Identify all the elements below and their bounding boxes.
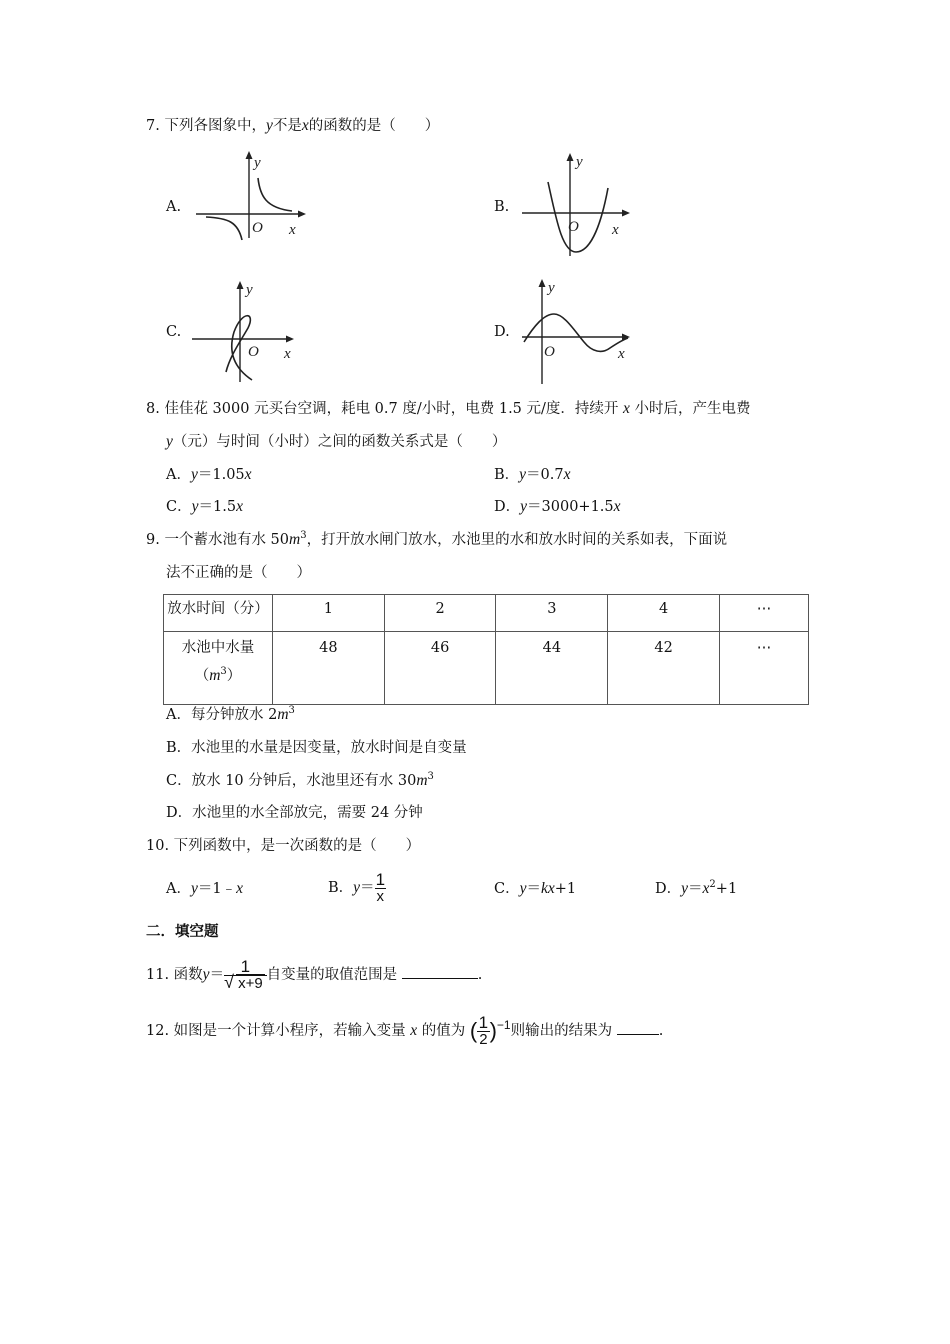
fraction-denominator (224, 975, 267, 992)
q8-option-d-lhs: y (520, 498, 528, 515)
table-cell: 42 (608, 632, 720, 705)
x-axis-arrow-icon (286, 336, 294, 343)
unit-m: m (209, 667, 221, 684)
q10-option-b (328, 868, 386, 908)
q9-option-d: D．水池里的水全部放完，需要 24 分钟 (166, 805, 423, 821)
q9-unit-exp: 3 (300, 530, 307, 542)
q8-line2-text: （元）与时间（小时）之间的函数关系式是（ ） (172, 434, 507, 450)
table-cell: 1 (273, 595, 385, 632)
q10-option-a (166, 879, 243, 899)
q8-option-c-rhs: ＝1.5 (198, 499, 237, 515)
q9-option-a-unit: m (277, 706, 289, 723)
q7-graph-b (518, 148, 638, 260)
q8-option-a-label: A． (166, 467, 191, 483)
q8-option-d-rhs: ＝3000+1.5 (527, 499, 614, 515)
q10-option-c-tail: +1 (554, 881, 577, 897)
q9-table (163, 594, 809, 705)
sine-curve (524, 314, 628, 351)
table-cell: 48 (273, 632, 385, 705)
q10-option-a-label: A． (166, 881, 191, 897)
q10-option-c (494, 879, 576, 899)
curve-branch-1 (258, 178, 292, 211)
q9-stem-line2: 法不正确的是（ ） (166, 565, 311, 581)
axis-x-label: x (618, 346, 625, 362)
q10-option-d-eq: ＝ (688, 881, 703, 897)
table-row1-header: 放水时间（分） (164, 595, 273, 632)
q7-option-d-label: D. (494, 324, 510, 340)
q8-option-b-label: B． (494, 467, 520, 483)
axis-x-label: x (612, 222, 619, 238)
q7-var-x: x (301, 117, 309, 134)
q10-text: 下列函数中，是一次函数的是（ ） (173, 838, 421, 854)
y-axis-arrow-icon (567, 153, 574, 161)
q8-var-y: y (166, 433, 173, 450)
paren-close: ） (226, 668, 242, 684)
q11-number: 11. (146, 967, 170, 983)
q8-option-a-rhs: ＝1.05 (197, 467, 245, 483)
table-row2-header (164, 632, 273, 705)
q10-option-a-eq: ＝1﹣ (197, 881, 237, 897)
q7-option-a-label: A. (166, 199, 182, 215)
q10-option-b-y: y (353, 879, 361, 896)
q7-option-b-label: B. (494, 199, 510, 215)
q8-option-b-lhs: y (519, 466, 527, 483)
table-row (164, 595, 809, 632)
x-axis-arrow-icon (622, 210, 630, 217)
table-cell: 3 (496, 595, 608, 632)
origin-label: O (248, 344, 259, 360)
q7-text: 下列各图象中， (164, 118, 266, 134)
q12-end: . (658, 1023, 664, 1039)
q8-option-c (166, 497, 243, 517)
table-row (164, 632, 809, 705)
q8-var-x: x (623, 400, 630, 417)
table-cell: ⋯ (719, 595, 808, 632)
sqrt-icon (226, 976, 265, 992)
q12-text-a: 如图是一个计算小程序，若输入变量 (173, 1023, 406, 1039)
q12-fraction (477, 1012, 489, 1048)
q10-option-d-label: D． (655, 881, 682, 897)
q12-stem (146, 1009, 663, 1053)
q9-line1-b: ，打开放水闸门放水，水池里的水和放水时间的关系如表，下面说 (306, 532, 728, 548)
q7-graph-c (190, 276, 306, 388)
table-cell: 2 (384, 595, 496, 632)
q10-number: 10. (146, 838, 170, 854)
axis-y-label: y (548, 280, 555, 296)
q8-option-a-lhs: y (190, 466, 198, 483)
q8-option-d-label: D． (494, 499, 521, 515)
q8-option-d (494, 497, 621, 517)
q11-text-b: 自变量的取值范围是 (266, 967, 398, 983)
x-axis-arrow-icon (298, 211, 306, 218)
q11-stem (146, 954, 482, 996)
q10-option-c-eq: ＝ (526, 881, 541, 897)
q7-graph-a (190, 148, 310, 244)
y-axis-arrow-icon (246, 151, 253, 159)
q10-option-d-tail: +1 (715, 881, 738, 897)
q8-option-b-rhs: ＝0.7 (526, 467, 564, 483)
radicand: x+9 (238, 974, 263, 992)
paren-open-icon: ( (469, 1018, 478, 1043)
paren-open: （ (194, 668, 210, 684)
q8-line1-a: 佳佳花 3000 元买台空调，耗电 0.7 度/小时，电费 1.5 元/度．持续开 (164, 401, 619, 417)
fraction-denominator: 2 (479, 1030, 488, 1048)
q9-option-c (166, 771, 434, 791)
q7-option-c-label: C. (166, 324, 182, 340)
q8-number: 8. (146, 401, 160, 417)
axis-y-label: y (246, 282, 253, 298)
q11-var-y: y (202, 966, 210, 983)
q11-end: . (477, 967, 483, 983)
q11-fraction (224, 956, 267, 992)
q9-option-c-unit: m (416, 772, 428, 789)
q9-option-c-text: C．放水 10 分钟后，水池里还有水 30 (166, 773, 417, 789)
q10-option-a-y: y (190, 880, 198, 897)
section-title: 二．填空题 (146, 924, 219, 940)
row2-header-line2 (164, 662, 272, 690)
q12-text-c: 则输出的结果为 (510, 1023, 613, 1039)
fraction-denominator: x (376, 887, 385, 905)
y-axis-arrow-icon (539, 279, 546, 287)
q7-var-y: y (265, 117, 273, 134)
parabola-curve (548, 182, 608, 252)
origin-label: O (568, 219, 579, 235)
q8-line1-b: 小时后，产生电费 (634, 401, 751, 417)
table-cell: ⋯ (719, 632, 808, 705)
q10-option-b-fraction (375, 869, 387, 905)
fraction-numerator: 1 (478, 1012, 489, 1032)
q7-number: 7. (146, 118, 160, 134)
q11-answer-blank[interactable] (402, 964, 478, 979)
unit-exp: 3 (220, 666, 227, 678)
axis-y-label: y (254, 155, 261, 171)
q7-stem (146, 116, 439, 136)
q9-option-c-exp: 3 (427, 771, 434, 783)
q8-stem-line1 (146, 399, 751, 419)
curve-branch-2 (206, 217, 242, 240)
q9-number: 9. (146, 532, 160, 548)
axis-y-label: y (576, 154, 583, 170)
q10-option-c-kx: kx (541, 880, 555, 897)
q8-option-c-lhs: y (191, 498, 199, 515)
q12-text-b: 的值为 (421, 1023, 466, 1039)
q11-eq: ＝ (209, 967, 225, 983)
q9-option-a-text: A．每分钟放水 2 (166, 707, 278, 723)
q10-option-d-exp: 2 (709, 879, 716, 891)
q10-option-b-eq: ＝ (360, 880, 375, 896)
q10-option-b-label: B． (328, 880, 354, 896)
q12-answer-blank[interactable] (617, 1020, 659, 1035)
q8-stem-line2 (166, 432, 506, 452)
q9-line1-a: 一个蓄水池有水 50 (164, 532, 290, 548)
q9-option-a (166, 705, 295, 725)
q7-text2: 不是 (272, 118, 302, 134)
table-cell: 46 (384, 632, 496, 705)
axis-x-label: x (284, 346, 291, 362)
q8-option-c-var: x (236, 498, 243, 515)
q10-option-d-x: x (702, 880, 710, 897)
q12-var-x: x (410, 1022, 418, 1039)
origin-label: O (252, 220, 263, 236)
q11-text-a: 函数 (173, 967, 203, 983)
q10-option-d-y: y (681, 880, 689, 897)
q8-option-c-label: C． (166, 499, 192, 515)
q9-stem-line1 (146, 530, 727, 550)
q10-stem (146, 836, 420, 856)
q8-option-a-var: x (244, 466, 252, 483)
table-cell: 44 (496, 632, 608, 705)
q10-option-c-y: y (519, 880, 527, 897)
axis-x-label: x (289, 222, 296, 238)
q8-option-a (166, 465, 252, 485)
q12-exponent: −1 (496, 1018, 511, 1033)
y-axis-arrow-icon (237, 281, 244, 289)
table-cell: 4 (608, 595, 720, 632)
q8-option-b (494, 465, 571, 485)
q9-option-a-exp: 3 (288, 705, 295, 717)
q8-option-b-var: x (563, 466, 571, 483)
q8-option-d-var: x (613, 498, 621, 515)
row2-header-line1: 水池中水量 (181, 640, 255, 656)
q7-text3: 的函数的是（ ） (308, 118, 440, 134)
fraction-numerator: 1 (240, 956, 251, 976)
q12-number: 12. (146, 1023, 170, 1039)
origin-label: O (544, 344, 555, 360)
q7-graph-d (518, 272, 638, 388)
q9-unit-m: m (289, 531, 301, 548)
q10-option-c-label: C． (494, 881, 520, 897)
paren-close-icon: ) (489, 1018, 497, 1043)
fraction-numerator: 1 (375, 869, 386, 889)
q10-option-a-x: x (236, 880, 243, 897)
q10-option-d (655, 879, 737, 899)
q9-option-b: B．水池里的水量是因变量，放水时间是自变量 (166, 740, 467, 756)
